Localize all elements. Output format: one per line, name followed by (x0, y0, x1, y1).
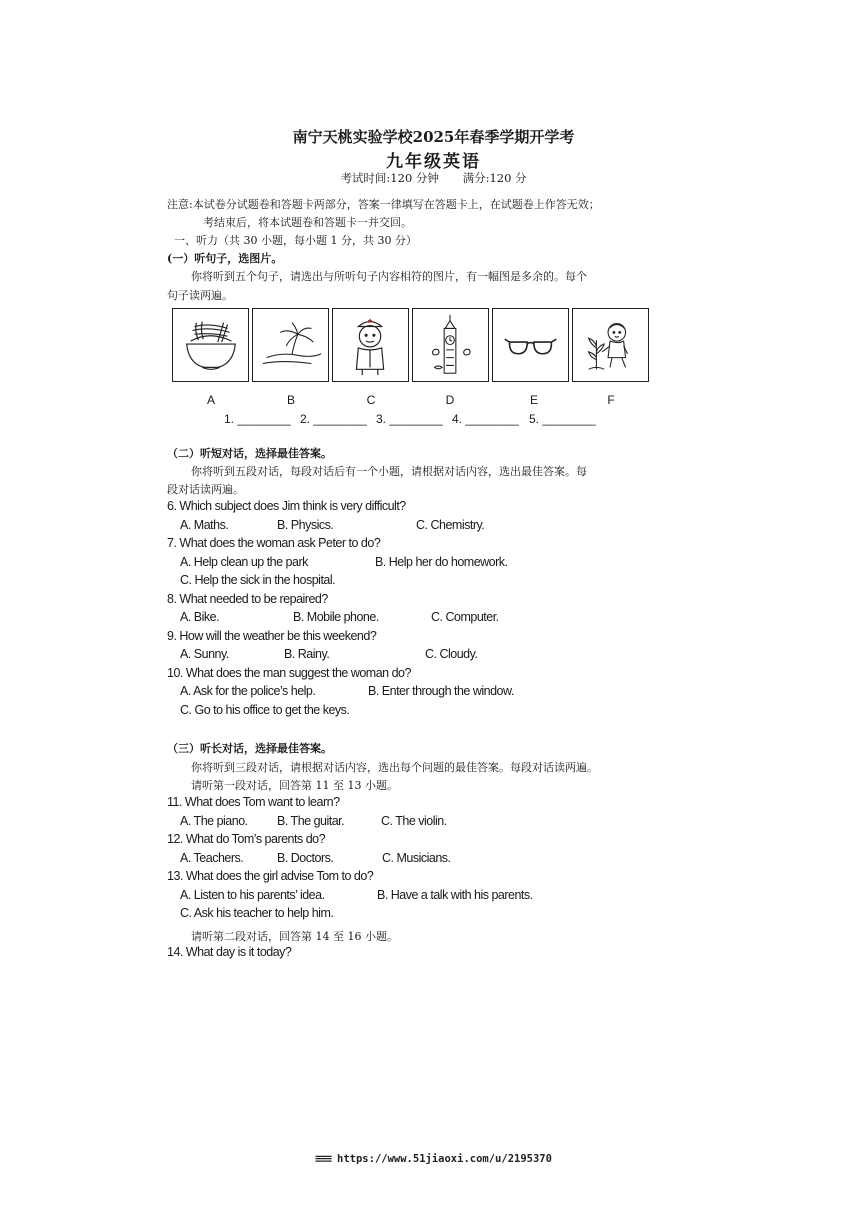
picture-f (572, 308, 649, 382)
question-8: 8. What needed to be repaired? (167, 592, 328, 606)
q13-option-a: A. Listen to his parents’ idea. (180, 888, 325, 902)
exam-time: 考试时间:120 分钟 (340, 171, 439, 185)
q12-option-c: C. Musicians. (382, 851, 451, 865)
q7-option-c: C. Help the sick in the hospital. (180, 573, 336, 587)
part3-instruction-2: 请听第一段对话，回答第 11 至 13 小题。 (191, 779, 398, 792)
q8-option-b: B. Mobile phone. (293, 610, 379, 624)
q10-option-a: A. Ask for the police’s help. (180, 684, 316, 698)
picture-label-d: D (445, 393, 455, 407)
picture-label-b: B (286, 393, 295, 407)
q13-option-c: C. Ask his teacher to help him. (180, 906, 334, 920)
part1-instruction-2: 句子读两遍。 (167, 289, 233, 302)
picture-e (492, 308, 569, 382)
q7-option-a: A. Help clean up the park (180, 555, 308, 569)
part2-instruction-2: 段对话读两遍。 (167, 483, 244, 496)
q6-option-a: A. Maths. (180, 518, 229, 532)
big-ben-icon (413, 309, 488, 381)
q7-option-b: B. Help her do homework. (375, 555, 508, 569)
exam-meta (0, 170, 867, 186)
picture-c (332, 308, 409, 382)
answer-blank-2[interactable]: 2. ________ (300, 412, 367, 426)
picture-label-c: C (366, 393, 376, 407)
part1-heading: (一）听句子，选图片。 (167, 252, 283, 265)
footer-watermark (0, 1153, 867, 1165)
q10-option-c: C. Go to his office to get the keys. (180, 703, 350, 717)
answer-blank-4[interactable]: 4. ________ (452, 412, 519, 426)
notice-line-2: 考结束后，将本试题卷和答题卡一并交回。 (203, 216, 412, 229)
q12-option-b: B. Doctors. (277, 851, 334, 865)
q10-option-b: B. Enter through the window. (368, 684, 514, 698)
q11-option-b: B. The guitar. (277, 814, 345, 828)
part3-instruction-3: 请听第二段对话，回答第 14 至 16 小题。 (191, 930, 398, 943)
part2-instruction-1: 你将听到五段对话，每段对话后有一个小题，请根据对话内容，选出最佳答案。每 (191, 465, 587, 478)
part2-heading: （二）听短对话，选择最佳答案。 (167, 447, 332, 460)
glasses-icon (493, 309, 568, 381)
boy-planting-icon (573, 309, 648, 381)
exam-subject: 九年级英语 (386, 152, 481, 172)
question-11: 11. What does Tom want to learn? (167, 795, 340, 809)
answer-blank-1[interactable]: 1. ________ (224, 412, 291, 426)
q6-option-c: C. Chemistry. (416, 518, 485, 532)
section-listening-heading: 一、听力（共 30 小题，每小题 1 分，共 30 分） (174, 234, 417, 247)
q9-option-c: C. Cloudy. (425, 647, 478, 661)
q13-option-b: B. Have a talk with his parents. (377, 888, 533, 902)
picture-label-a: A (206, 393, 215, 407)
exam-title: 南宁天桃实验学校2025年春季学期开学考 (292, 128, 575, 146)
picture-label-e: E (529, 393, 538, 407)
answer-blank-5[interactable]: 5. ________ (529, 412, 596, 426)
q9-option-b: B. Rainy. (284, 647, 330, 661)
doctor-icon (333, 309, 408, 381)
question-9: 9. How will the weather be this weekend? (167, 629, 377, 643)
footer-url[interactable]: https://www.51jiaoxi.com/u/2195370 (337, 1153, 552, 1165)
part3-heading: （三）听长对话，选择最佳答案。 (167, 742, 332, 755)
picture-label-f: F (607, 393, 615, 407)
exam-score: 满分:120 分 (462, 171, 527, 185)
q11-option-c: C. The violin. (381, 814, 447, 828)
q8-option-a: A. Bike. (180, 610, 220, 624)
question-10: 10. What does the man suggest the woman do? (167, 666, 411, 680)
picture-a (172, 308, 249, 382)
q11-option-a: A. The piano. (180, 814, 248, 828)
answer-blank-3[interactable]: 3. ________ (376, 412, 443, 426)
q6-option-b: B. Physics. (277, 518, 334, 532)
noodle-bowl-icon (173, 309, 248, 381)
picture-d (412, 308, 489, 382)
q8-option-c: C. Computer. (431, 610, 499, 624)
part3-instruction-1: 你将听到三段对话，请根据对话内容，选出每个问题的最佳答案。每段对话读两遍。 (191, 761, 598, 774)
watermark-logo-icon: ≡≡≡ (315, 1153, 332, 1165)
q9-option-a: A. Sunny. (180, 647, 229, 661)
question-12: 12. What do Tom’s parents do? (167, 832, 326, 846)
question-7: 7. What does the woman ask Peter to do? (167, 536, 381, 550)
notice-line-1: 注意:本试卷分试题卷和答题卡两部分，答案一律填写在答题卡上，在试题卷上作答无效； (167, 198, 600, 211)
beach-palm-icon (253, 309, 328, 381)
question-13: 13. What does the girl advise Tom to do? (167, 869, 374, 883)
picture-b (252, 308, 329, 382)
question-6: 6. Which subject does Jim think is very difficult? (167, 499, 406, 513)
part1-instruction-1: 你将听到五个句子，请选出与所听句子内容相符的图片，有一幅图是多余的。每个 (191, 270, 587, 283)
q12-option-a: A. Teachers. (180, 851, 244, 865)
question-14: 14. What day is it today? (167, 945, 292, 959)
